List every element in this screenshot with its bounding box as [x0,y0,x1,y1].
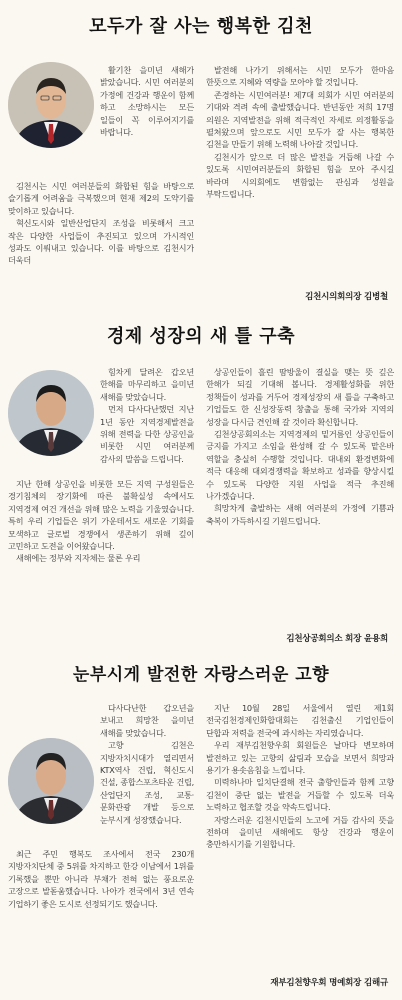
article-3-title: 눈부시게 발전한 자랑스러운 고향 [72,665,330,685]
paragraph: 혁신도시와 일반산업단지 조성을 비롯해서 크고 작은 다양한 사업들이 추진되고 있으며 가시적인 성과도 이뤄내고 있습니다. 이를 바탕으로 김천시가 더욱더 [8,218,194,266]
paragraph: 활기찬 을미년 새해가 밝았습니다. 시민 여러분의 가정에 건강과 행운이 함께 하고 소망하시는 모든 일들이 꼭 이루어지기를 바랍니다. [100,65,194,138]
article-3-portrait [8,738,94,824]
paragraph: 지난 10월 28일 서울에서 열린 제1회 전국김천경제인화합대회는 김천출신 기업인들이 단합과 저력을 전국에 과시하는 자리였습니다. [206,703,394,738]
paragraph: 미력하나마 일치단결해 전국 출향인들과 함께 고향 김천이 중단 없는 발전을 거듭할 수 있도록 더욱 노력하고 협조할 것을 약속드립니다. [206,777,394,813]
article-2-left-column [100,366,194,476]
paragraph: 먼저 다사다난했던 지난 1년 동안 지역경제발전을 위해 전력을 다한 상공인을 비롯한 시민 여러분께 감사의 말씀을 드립니다. [100,404,194,464]
article-2-portrait [8,370,94,456]
article-1-signature: 김천시의회의장 김병철 [305,292,388,302]
article-1-left-column-lower [8,180,194,300]
paragraph: 자랑스러운 김천시민들의 노고에 거듭 감사의 뜻을 전하며 을미년 새해에도 항상 건강과 행운이 충만하시기를 기원합니다. [206,814,394,850]
paragraph: 발전해 나가기 위해서는 시민 모두가 한마음 한뜻으로 지혜와 역량을 모아야 할 것입니다. [206,65,394,88]
article-3-right-column [206,702,394,968]
article-2-title: 경제 성장의 새 틀 구축 [106,326,296,347]
article-2-right-column [206,366,394,628]
paragraph: 김천상공회의소는 지역경제의 밑거름인 상공인들이 긍지를 가지고 소임을 완성해 갈 수 있도록 맡은바 역할을 충실히 수행할 것입니다. 대내외 환경변화에 적극 대응해 대외경쟁력을 확보하고 성과를 향상시킬 수 있도록 다양한 지원 사업을 적극 추진해 나가겠습니다. [206,429,394,502]
article-1-portrait [8,62,94,148]
paragraph: 지난 한해 상공인을 비롯한 모든 지역 구성원들은 경기침체의 장기화에 따른 불확실성 속에서도 지역경제 여건 개선을 위해 많은 노력을 기울였습니다. 특히 우리 기업들은 위기 가운데서도 새로운 기회를 모색하고 글로벌 경쟁에서 생존하기 위해 깊이 고민하고 도전을 이어왔습니다. [8,479,194,552]
paragraph: 상공인들이 흘린 땀방울이 결실을 맺는 뜻 깊은 한해가 되길 기대해 봅니다. 경제활성화를 위한 정책들이 성과를 거두어 경제성장의 새 틀을 구축하고 기업들도 한 신성장동력 창출을 통해 국가와 지역의 성장을 다시금 견인해 갈 것이라 확신합니다. [206,367,394,427]
article-3-left-column-lower [8,848,194,994]
paragraph: 고향 김천은 지방자치시대가 열리면서 KTX역사 건립, 혁신도시 건설, 종합스포츠타운 건립, 산업단지 조성, 교통·문화관광 개발 등으로 눈부시게 성장했습니다. [100,740,194,825]
paragraph: 다사다난한 갑오년을 보내고 희망찬 을미년 새해를 맞았습니다. [100,703,194,738]
paragraph: 김천시는 시민 여러분들의 화합된 힘을 바탕으로 슬기롭게 어려움을 극복했으며 현재 제2의 도약기를 맞이하고 있습니다. [8,181,194,216]
paragraph: 희망차게 출발하는 새해 여러분의 가정에 기쁨과 축복이 가득하시길 기원드립니다. [206,503,394,526]
article-3-left-column [100,702,194,842]
paragraph: 우리 재부김천향우회 회원들은 날마다 변모하며 발전하고 있는 고향의 삶림과 모습을 보면서 희망과 용기가 용솟음침을 느낍니다. [206,740,394,776]
article-1-title: 모두가 잘 사는 행복한 김천 [89,16,313,37]
paragraph: 새해에는 정부와 지자체는 물론 우리 [16,553,141,564]
article-2-left-column-lower [8,478,194,646]
paragraph: 힘차게 달려온 갑오년 한해를 마무리하고 을미년 새해를 맞았습니다. [100,367,194,402]
paragraph: 김천시가 앞으로 더 많은 발전을 거듭해 나갈 수 있도록 시민여러분들의 화합된 힘을 모아 주시길 바라며 시의회에도 변함없는 관심과 성원을 부탁드립니다. [206,151,394,200]
article-1-right-column [206,64,394,288]
article-2-signature: 김천상공회의소 회장 윤용희 [286,634,388,644]
article-3-signature: 재부김천향우회 명예회장 김해규 [270,978,388,988]
paragraph: 최근 주민 행복도 조사에서 전국 230개 지방자치단체 중 5위를 차지하고 한강 이남에서 1위를 기록했을 뿐만 아니라 부채가 전혀 없는 풍요로운 고장으로 발돋움했습니다. 나아가 전국에서 3년 연속 기업하기 좋은 도시로 선정되기도 했습니다. [8,849,194,909]
paragraph: 존경하는 시민여러분! 제7대 의회가 시민 여러분의 기대와 격려 속에 출발했습니다. 반년동안 저희 17명 의원은 지역발전을 위해 적극적인 자세로 의정활동을 펼쳐왔으며 앞으로도 시민 모두가 잘 사는 행복한 김천을 만들기 위해 노력해 나아갈 것입니다. [206,89,394,150]
